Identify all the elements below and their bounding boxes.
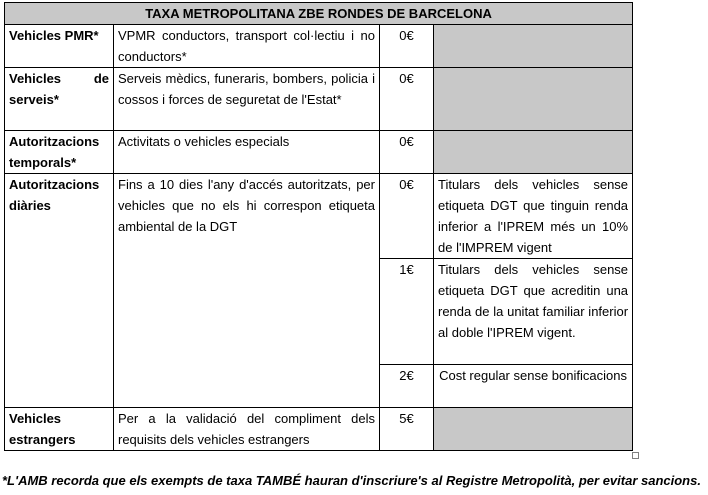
table-row [5, 68, 633, 131]
row-category: Vehicles estrangers [5, 408, 114, 451]
empty-cell [434, 68, 633, 131]
row-price: 0€ [380, 68, 434, 131]
row-price: 2€ [380, 365, 434, 408]
row-category: Vehicles de serveis* [5, 68, 114, 131]
footnote: *L'AMB recorda que els exempts de taxa TAMBÉ hauran d'inscriure's al Registre Metropolità, per evitar sancions. [2, 473, 701, 488]
row-description: Per a la validació del compliment dels requisits dels vehicles estrangers [114, 408, 380, 451]
row-note: Cost regular sense bonificacions [434, 365, 633, 408]
empty-cell [434, 408, 633, 451]
table-row [5, 408, 633, 451]
row-price: 5€ [380, 408, 434, 451]
row-description: VPMR conductors, transport col·lectiu i no conductors* [114, 25, 380, 68]
row-category: Vehicles PMR* [5, 25, 114, 68]
row-description: Activitats o vehicles especials [114, 131, 380, 174]
table-header-row [5, 3, 633, 25]
empty-cell [434, 131, 633, 174]
empty-cell [434, 25, 633, 68]
tax-table [4, 2, 633, 451]
table-row [5, 174, 633, 259]
row-price: 1€ [380, 259, 434, 365]
row-description: Serveis mèdics, funeraris, bombers, policia i cossos i forces de seguretat de l'Estat* [114, 68, 380, 131]
row-price: 0€ [380, 25, 434, 68]
row-price: 0€ [380, 131, 434, 174]
row-note: Titulars dels vehicles sense etiqueta DGT que tinguin renda inferior a l'IPREM més un 10% de l'IMPREM vigent [434, 174, 633, 259]
table-row [5, 25, 633, 68]
row-description: Fins a 10 dies l'any d'accés autoritzats, per vehicles que no els hi correspon etiqueta ambiental de la DGT [114, 174, 380, 408]
table-row [5, 131, 633, 174]
row-note: Titulars dels vehicles sense etiqueta DGT que acreditin una renda de la unitat familiar inferior al doble l'IPREM vigent. [434, 259, 633, 365]
row-price: 0€ [380, 174, 434, 259]
table-title: TAXA METROPOLITANA ZBE RONDES DE BARCELONA [5, 3, 633, 25]
row-category: Autoritzacions diàries [5, 174, 114, 408]
table-resize-handle[interactable] [632, 452, 639, 459]
row-category: Autoritzacions temporals* [5, 131, 114, 174]
